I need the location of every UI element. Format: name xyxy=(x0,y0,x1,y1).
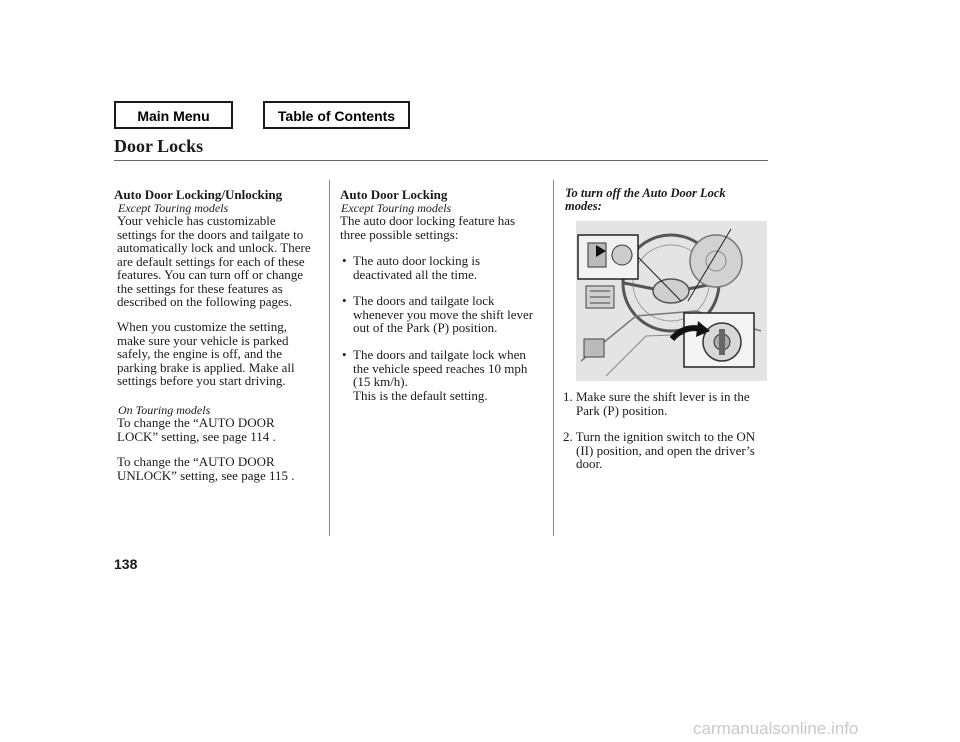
page-title: Door Locks xyxy=(114,136,204,156)
col3-step-1 xyxy=(563,390,773,417)
step-number: 1. xyxy=(563,389,573,404)
text-line: This is the default setting. xyxy=(353,387,488,403)
text-line: To turn off the Auto Door Lock xyxy=(565,186,726,200)
col2-bullet-3 xyxy=(342,347,528,403)
text-line: the vehicle speed reaches 10 mph xyxy=(353,360,528,376)
bullet-icon: • xyxy=(342,347,347,362)
col3-heading xyxy=(565,187,726,213)
text-line: safely, the engine is off, and the xyxy=(117,346,282,361)
text-line: deactivated all the time. xyxy=(353,266,478,282)
text-line: Make sure the shift lever is in the xyxy=(576,389,750,404)
text-line: settings for the doors and tailgate to xyxy=(117,226,304,242)
text-line: (II) position, and open the driver’s xyxy=(576,442,755,458)
col1-para2 xyxy=(117,320,295,388)
col1-heading: Auto Door Locking/Unlocking xyxy=(114,187,283,202)
col1-note2: On Touring models xyxy=(118,403,211,417)
column-divider-1 xyxy=(329,180,330,536)
main-menu-button[interactable]: Main Menu xyxy=(114,101,233,129)
text-line: door. xyxy=(576,456,603,471)
watermark: carmanualsonline.info xyxy=(693,719,859,738)
text-line: UNLOCK” setting, see page 115 . xyxy=(117,467,295,483)
text-line: modes: xyxy=(565,199,602,213)
page-number: 138 xyxy=(114,556,138,572)
text-line: Your vehicle has customizable xyxy=(117,213,276,228)
column-divider-2 xyxy=(553,180,554,536)
text-line: the settings for these features as xyxy=(117,280,283,296)
col3-step-2 xyxy=(563,430,773,471)
text-line: make sure your vehicle is parked xyxy=(117,332,289,348)
text-line: described on the following pages. xyxy=(117,294,293,309)
text-line: whenever you move the shift lever xyxy=(353,306,534,322)
step-number: 2. xyxy=(563,429,573,444)
text-line: To change the “AUTO DOOR xyxy=(117,454,275,469)
text-line: are default settings for each of these xyxy=(117,253,305,269)
col2-bullet-2 xyxy=(342,293,534,335)
text-line: To change the “AUTO DOOR xyxy=(117,415,275,430)
text-line: settings before you start driving. xyxy=(117,373,286,388)
text-line: parking brake is applied. Make all xyxy=(117,359,295,375)
col2-heading: Auto Door Locking xyxy=(340,187,448,202)
text-line: The doors and tailgate lock when xyxy=(353,347,526,362)
text-line: features. You can turn off or change xyxy=(117,267,304,282)
bullet-icon: • xyxy=(342,293,347,308)
text-line: LOCK” setting, see page 114 . xyxy=(117,428,276,444)
text-line: Park (P) position. xyxy=(576,402,668,418)
bullet-icon: • xyxy=(342,253,347,268)
text-line: When you customize the setting, xyxy=(117,319,288,334)
title-rule xyxy=(114,160,768,161)
ignition-switch-illustration xyxy=(576,221,767,381)
text-line: (15 km/h). xyxy=(353,374,408,389)
table-of-contents-button[interactable]: Table of Contents xyxy=(263,101,410,129)
col1-para1 xyxy=(117,214,311,309)
col2-bullet-1 xyxy=(342,253,481,282)
col1-para3 xyxy=(117,416,276,443)
col2-note: Except Touring models xyxy=(341,201,452,215)
text-line: The auto door locking is xyxy=(353,253,481,268)
text-line: The doors and tailgate lock xyxy=(353,293,495,308)
text-line: three possible settings: xyxy=(340,226,459,242)
col1-note: Except Touring models xyxy=(118,201,229,215)
text-line: automatically lock and unlock. There xyxy=(117,240,311,255)
col2-intro xyxy=(340,214,515,241)
col1-para4 xyxy=(117,455,295,482)
text-line: Turn the ignition switch to the ON xyxy=(575,429,756,444)
text-line: The auto door locking feature has xyxy=(340,213,516,228)
text-line: out of the Park (P) position. xyxy=(353,320,498,335)
